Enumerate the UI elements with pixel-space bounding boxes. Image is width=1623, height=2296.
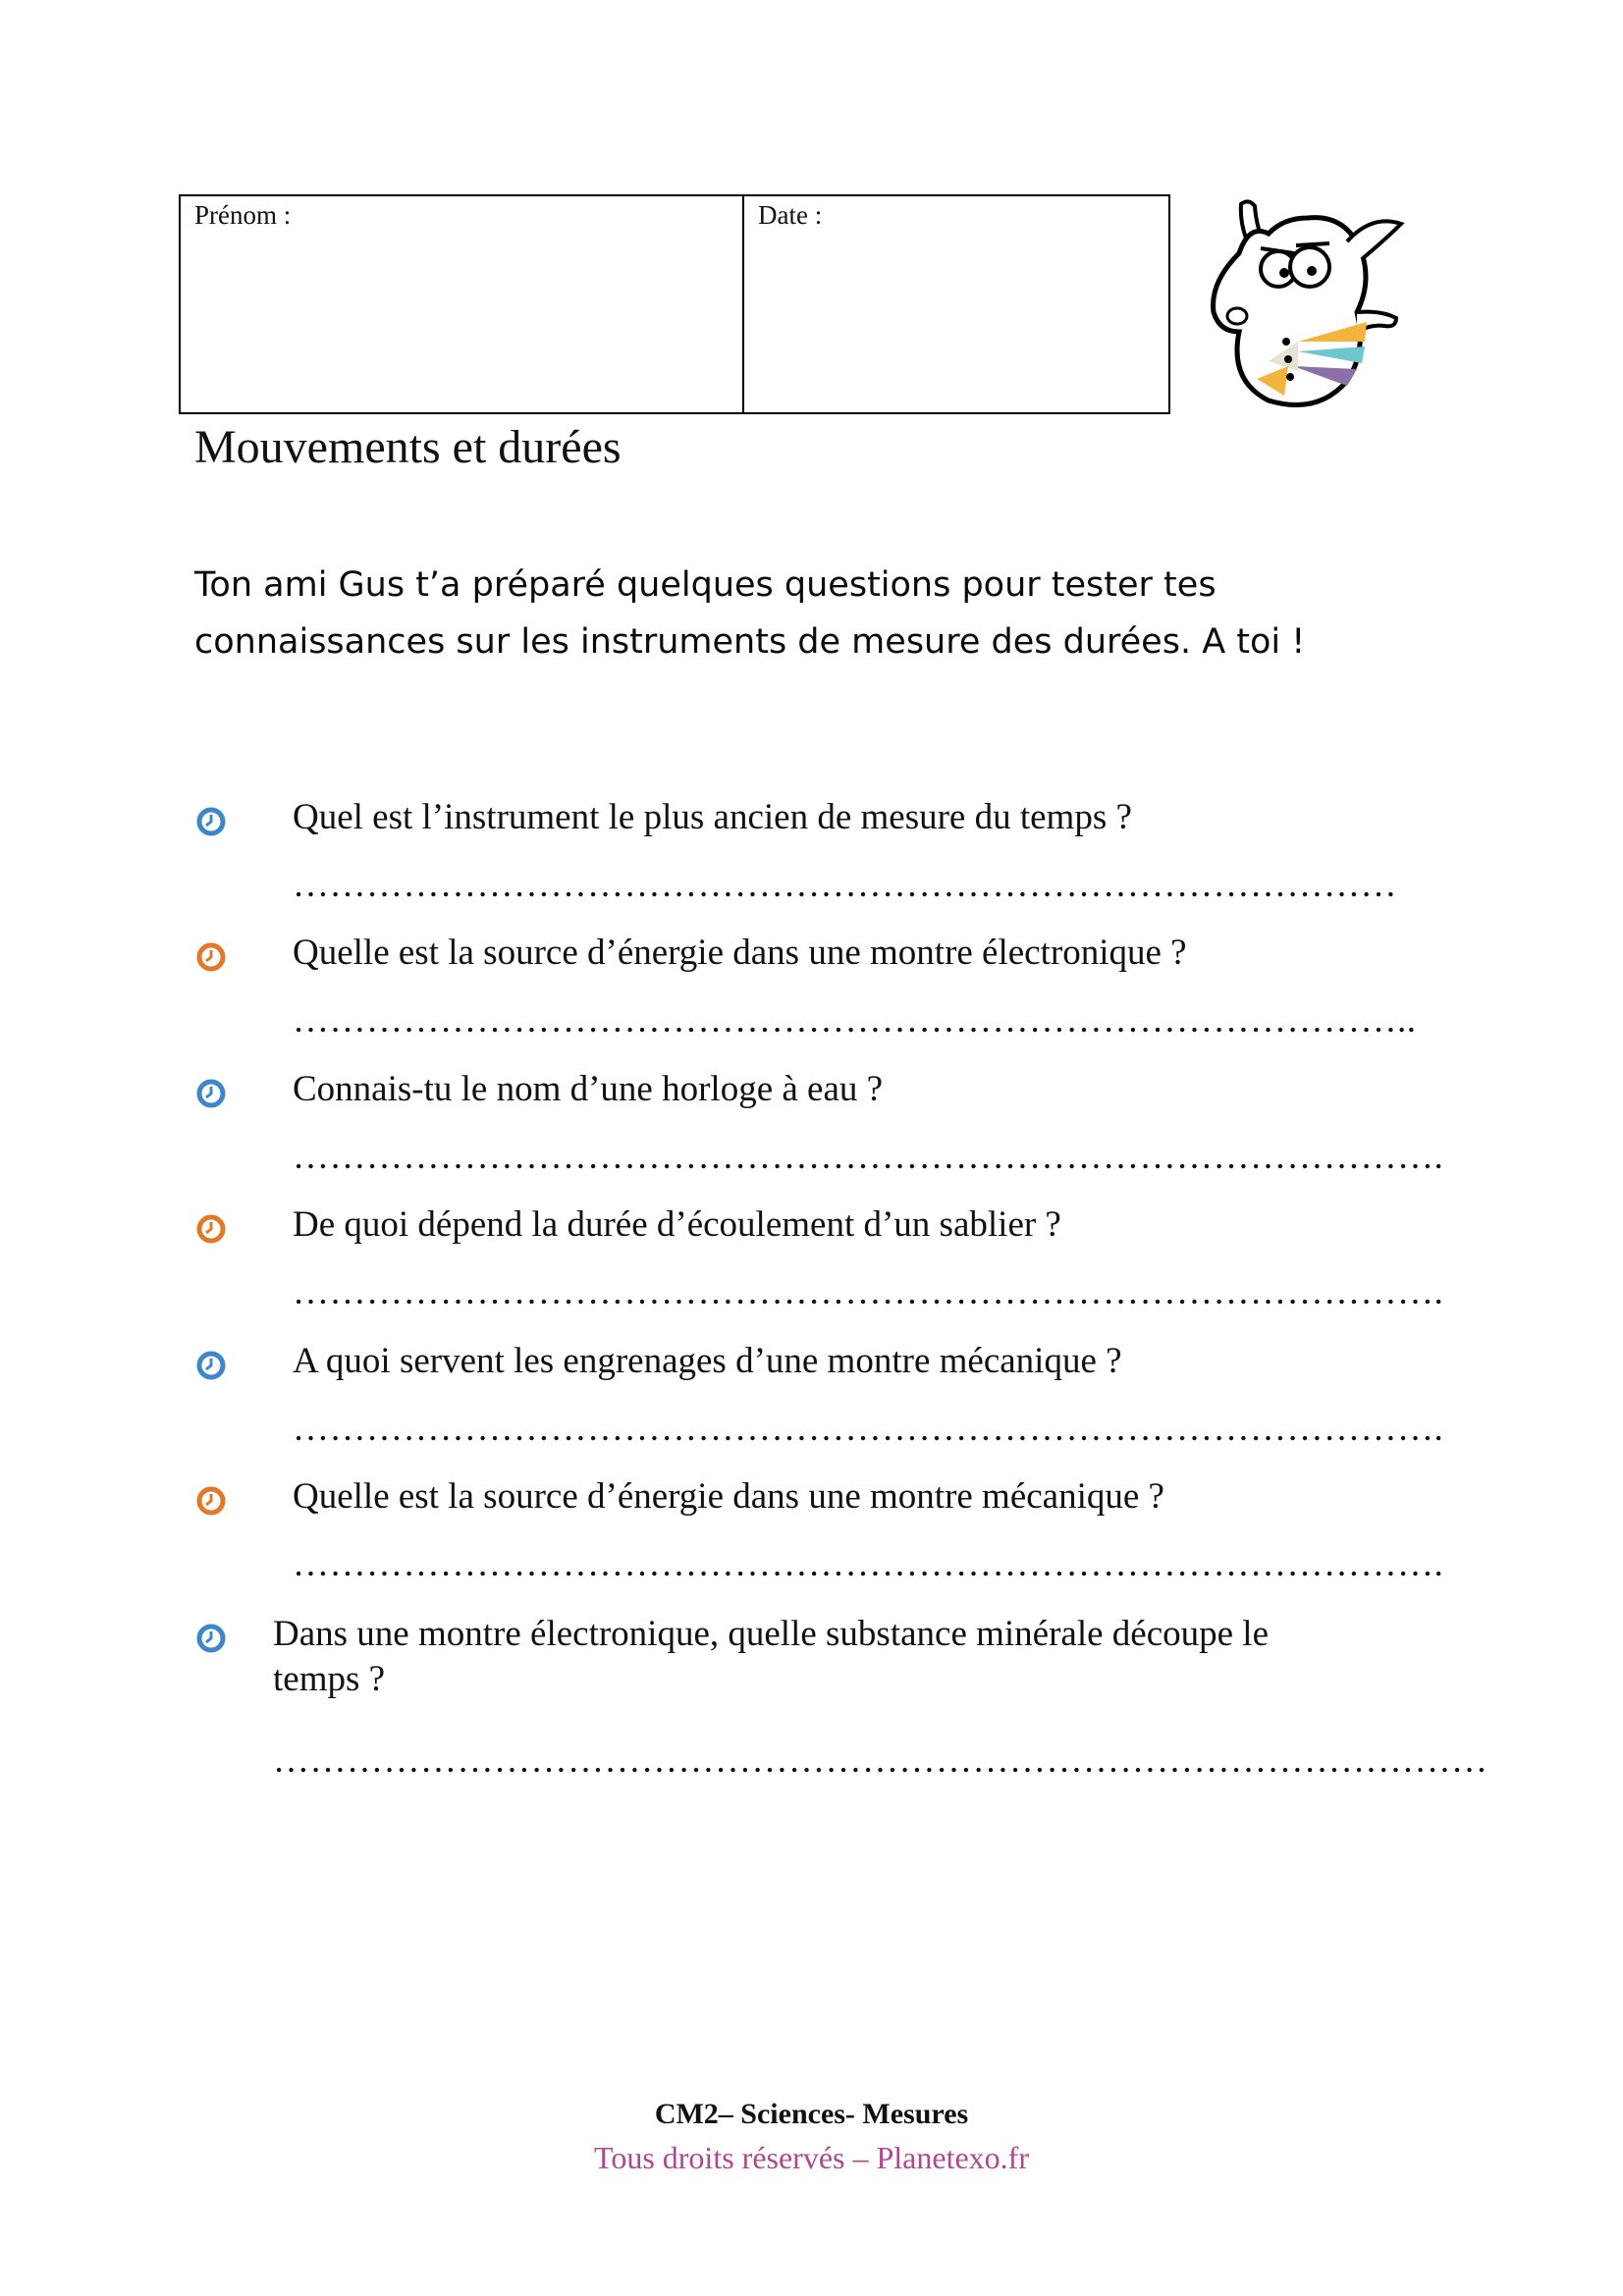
blue-clock-icon	[196, 1079, 226, 1108]
gus-mascot-icon	[1200, 194, 1411, 415]
blue-clock-icon	[196, 1351, 226, 1380]
question-text: Quel est l’instrument le plus ancien de mesure du temps ?	[293, 797, 1132, 837]
blue-clock-icon	[196, 807, 226, 836]
answer-line[interactable]: ………………………………………………………………………………….	[293, 1544, 1444, 1584]
page-title: Mouvements et durées	[194, 421, 622, 473]
footer-course: CM2– Sciences- Mesures	[654, 2098, 969, 2130]
question-text: A quoi servent les engrenages d’une montre mécanique ?	[293, 1341, 1122, 1381]
answer-line[interactable]: ………………………………………………………………………………..	[293, 1000, 1417, 1041]
answer-line[interactable]: ………………………………………………………………………………….	[293, 1272, 1444, 1312]
blue-clock-icon	[196, 1624, 226, 1653]
answer-line[interactable]: ………………………………………………………………………………………	[273, 1740, 1488, 1781]
date-label: Date :	[758, 200, 823, 230]
footer-rights[interactable]: Tous droits réservés – Planetexo.fr	[594, 2140, 1029, 2175]
name-date-table	[179, 194, 1170, 414]
name-field[interactable]	[181, 196, 744, 412]
orange-clock-icon	[196, 1214, 226, 1244]
answer-line[interactable]: ………………………………………………………………………………….	[293, 1137, 1444, 1177]
intro-text: Ton ami Gus t’a préparé quelques questions pour tester tes connaissances sur les instruments de mesure des durées. A toi !	[194, 565, 1306, 662]
question-text: Quelle est la source d’énergie dans une montre électronique ?	[293, 933, 1187, 973]
question-text: Dans une montre électronique, quelle substance minérale découpe le temps ?	[273, 1614, 1270, 1699]
answer-line[interactable]: ………………………………………………………………………………….	[293, 1409, 1444, 1449]
question-text: De quoi dépend la durée d’écoulement d’un sablier ?	[293, 1204, 1061, 1245]
orange-clock-icon	[196, 942, 226, 972]
date-field[interactable]	[744, 196, 1168, 412]
question-text: Quelle est la source d’énergie dans une montre mécanique ?	[293, 1476, 1164, 1517]
question-text: Connais-tu le nom d’une horloge à eau ?	[293, 1069, 884, 1109]
name-label: Prénom :	[194, 200, 292, 230]
answer-line[interactable]: ………………………………………………………………………………	[293, 865, 1397, 905]
orange-clock-icon	[196, 1486, 226, 1516]
